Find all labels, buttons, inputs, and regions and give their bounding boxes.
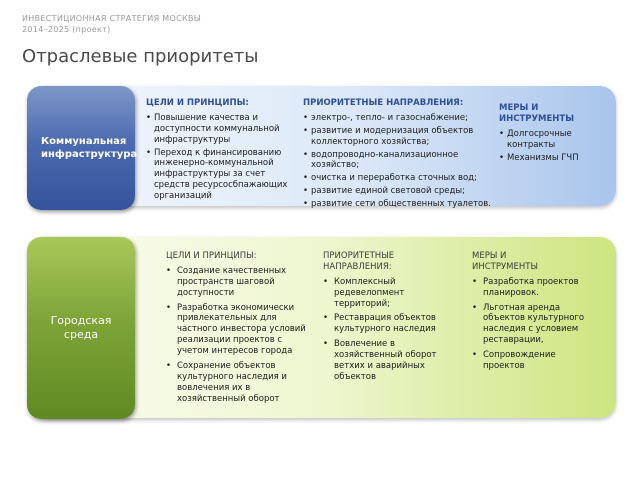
- list-item: • Механизмы ГЧП: [499, 153, 589, 164]
- list-item: • Сохранение объектов культурного наследия и вовлечения их в хозяйственный оборот: [166, 361, 311, 405]
- utilities-directions-column: [303, 98, 493, 212]
- list-item: • электро-, тепло- и газоснабжение;: [303, 113, 493, 124]
- header-subtitle-line2: 2014–2025 (проект): [22, 25, 111, 34]
- list-item: • Разработка проектов планировок.: [472, 277, 592, 299]
- urban-measures-list: [472, 277, 592, 372]
- urban-directions-heading: ПРИОРИТЕТНЫЕ НАПРАВЛЕНИЯ:: [323, 251, 395, 272]
- list-item: • очистка и переработка сточных вод;: [303, 173, 493, 184]
- urban-goals-column: [166, 251, 311, 408]
- list-item: • Разработка экономически привлекательных для частного инвестора условий реализации проектов с учетом интересов города: [166, 303, 311, 357]
- utilities-tab: [27, 86, 138, 210]
- list-item: • Вовлечение в хозяйственный оборот ветхих и аварийных объектов: [323, 339, 458, 383]
- list-item: • водопроводно-канализационное хозяйство;: [303, 150, 493, 172]
- utilities-goals-heading: ЦЕЛИ И ПРИНЦИПЫ:: [146, 98, 249, 108]
- urban-measures-column: [472, 251, 592, 376]
- utilities-goals-column: [146, 98, 291, 204]
- utilities-directions-heading: ПРИОРИТЕТНЫЕ НАПРАВЛЕНИЯ:: [303, 98, 464, 108]
- list-item: • Создание качественных пространств шаговой доступности: [166, 266, 311, 299]
- urban-tab: [27, 237, 135, 419]
- list-item: • развитие сети общественных туалетов.: [303, 199, 493, 210]
- utilities-goals-list: [146, 113, 291, 202]
- urban-tab-label: Городская среда: [50, 313, 112, 341]
- urban-goals-list: [166, 266, 311, 405]
- utilities-measures-heading: МЕРЫ И ИНСТРУМЕНТЫ: [499, 103, 575, 124]
- utilities-measures-column: [499, 103, 589, 165]
- list-item: • развитие и модернизация объектов коллекторного хозяйства;: [303, 126, 493, 148]
- list-item: • Сопровождение проектов: [472, 350, 592, 372]
- list-item: • Реставрация объектов культурного наследия: [323, 313, 458, 335]
- header-subtitle-line1: ИНВЕСТИЦИОННАЯ СТРАТЕГИЯ МОСКВЫ: [22, 14, 202, 23]
- list-item: • развитие единой световой среды;: [303, 186, 493, 197]
- list-item: • Льготная аренда объектов культурного наследия с условием реставрации,: [472, 303, 592, 347]
- urban-directions-list: [323, 277, 458, 383]
- list-item: • Переход к финансированию инженерно-коммунальной инфраструктуры за счет средств ресурсосбпажающих организаций: [146, 148, 291, 202]
- urban-measures-heading: МЕРЫ И ИНСТРУМЕНТЫ: [472, 251, 538, 272]
- utilities-directions-list: [303, 113, 493, 210]
- utilities-tab-label: Коммунальная инфраструктура: [41, 136, 138, 160]
- page-title: Отраслевые приоритеты: [22, 46, 259, 67]
- list-item: • Повышение качества и доступности коммунальной инфраструктуры: [146, 113, 291, 146]
- urban-goals-heading: ЦЕЛИ И ПРИНЦИПЫ:: [166, 251, 257, 261]
- urban-directions-column: [323, 251, 458, 387]
- utilities-measures-list: [499, 129, 589, 164]
- list-item: • Комплексный редевелопмент территорий;: [323, 277, 458, 310]
- list-item: • Долгосрочные контракты: [499, 129, 589, 151]
